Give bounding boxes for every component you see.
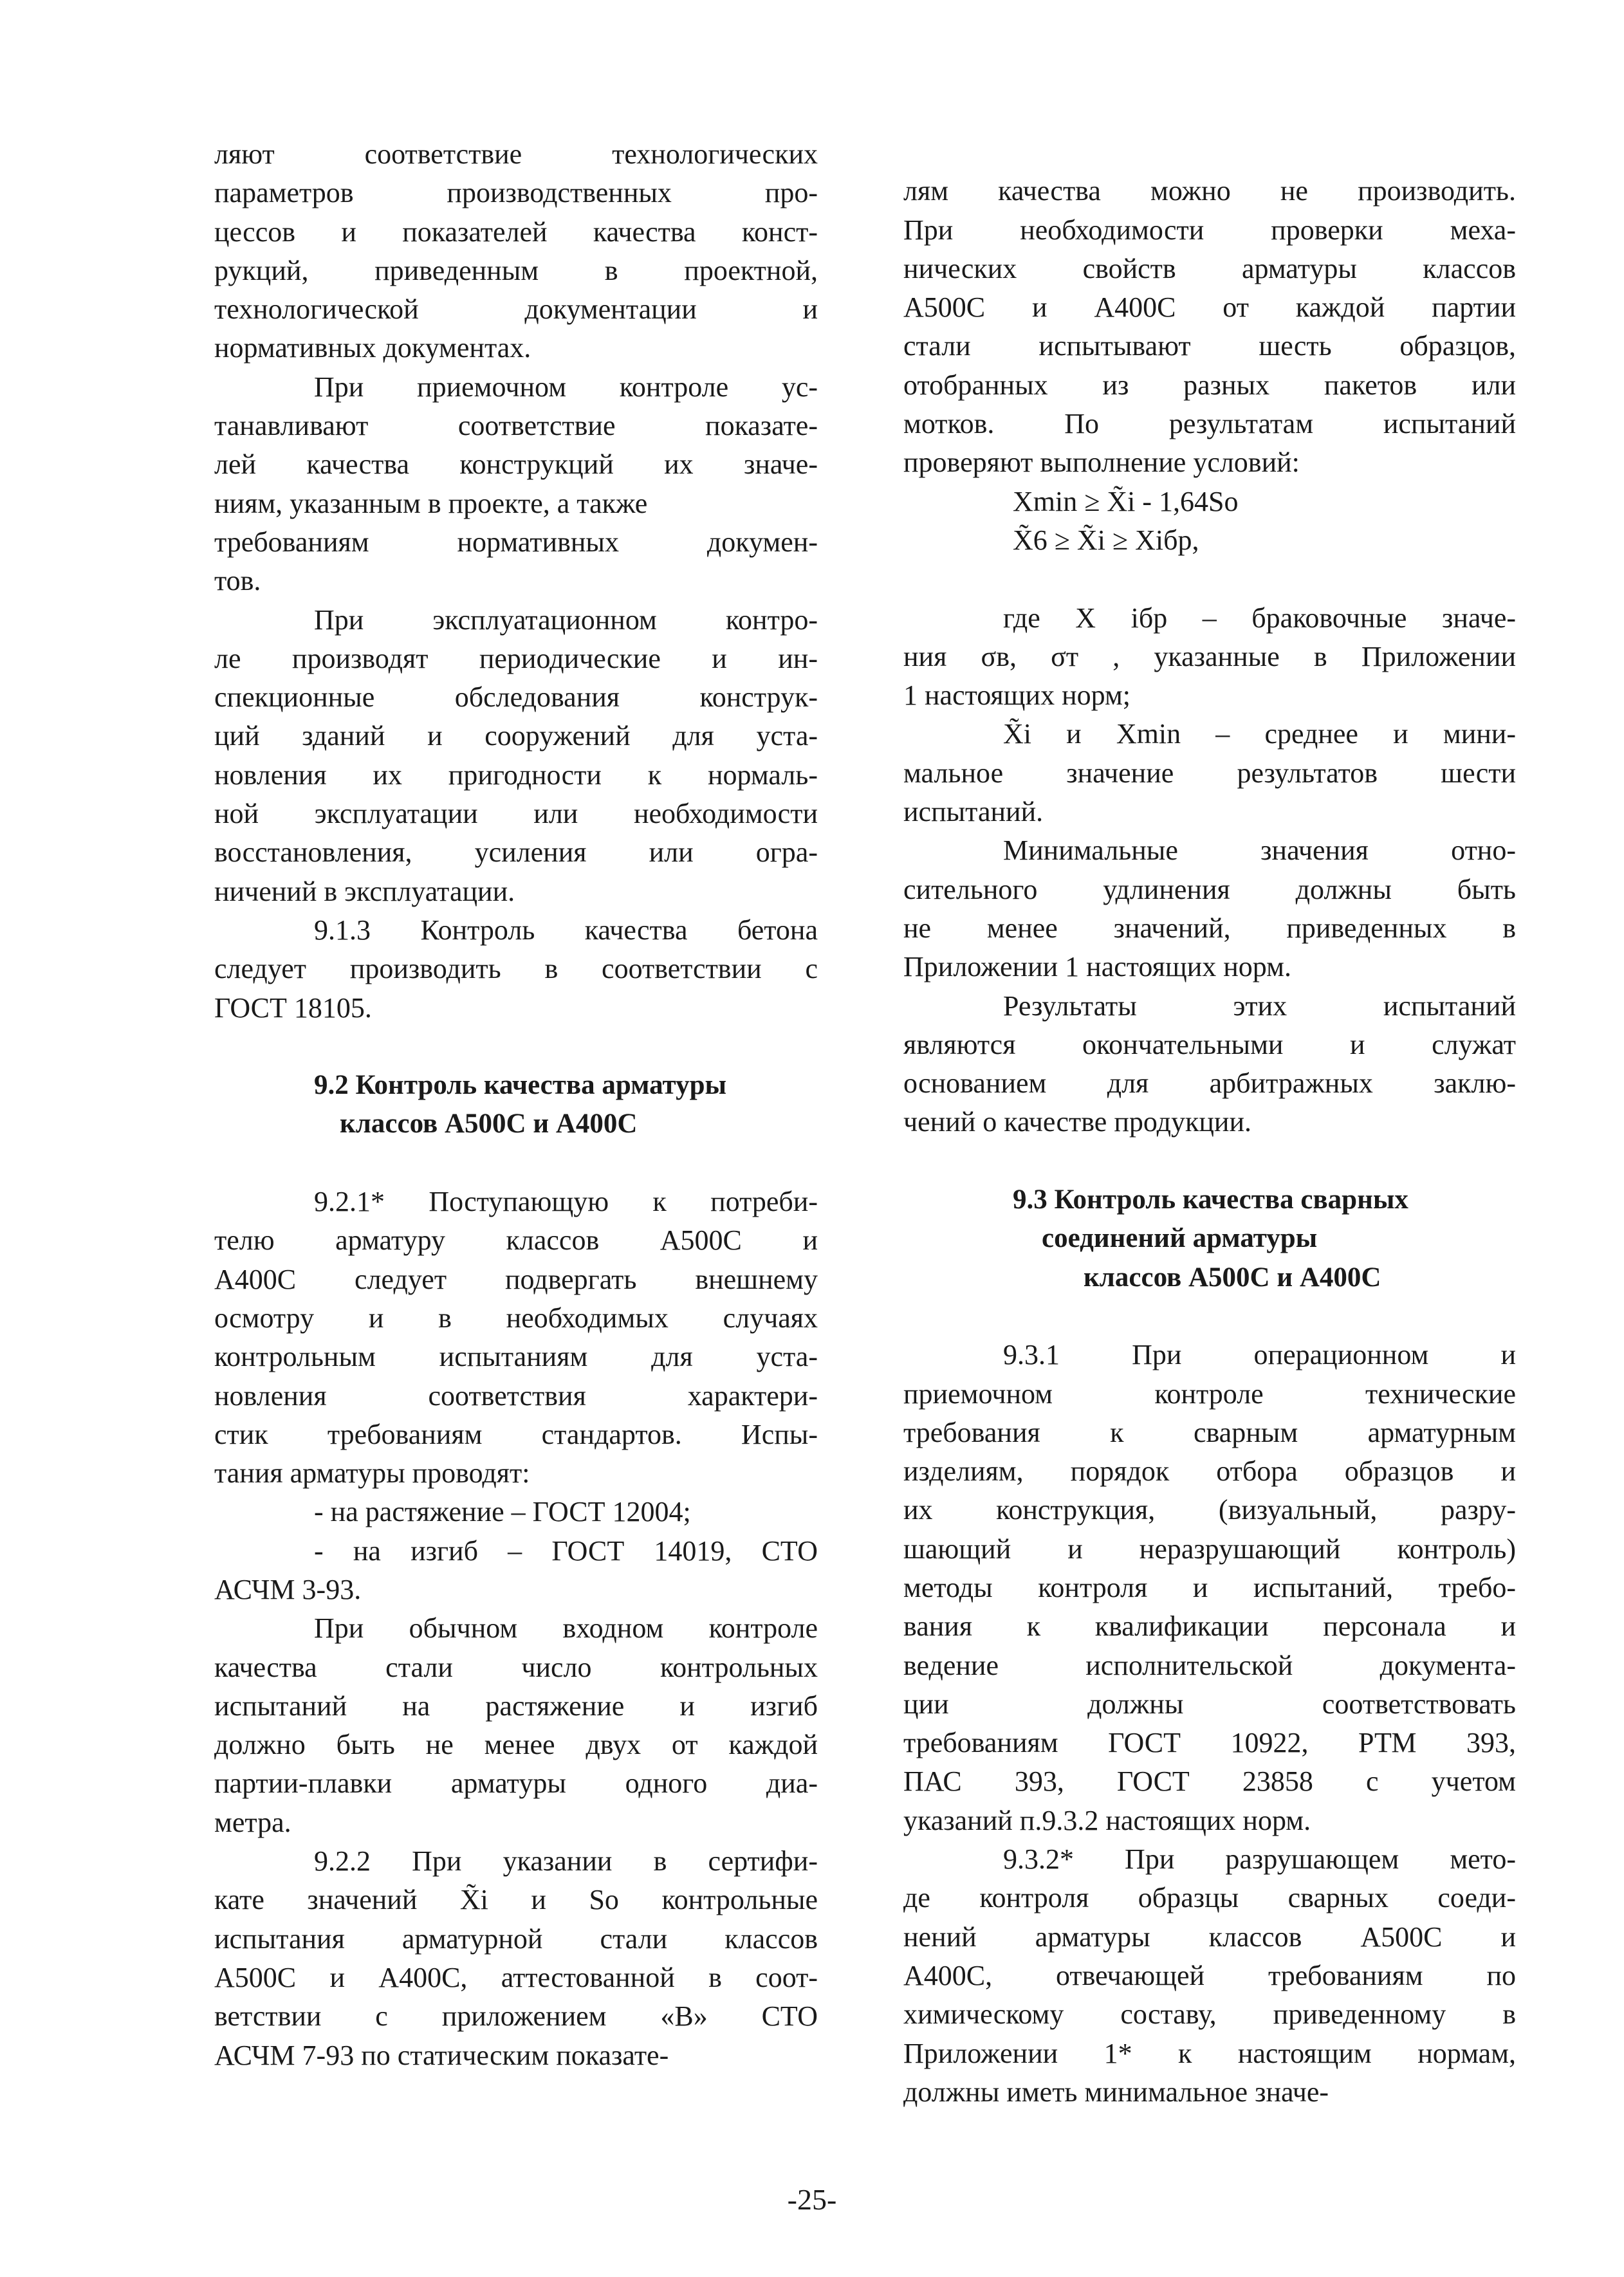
text-line: метра. — [214, 1806, 291, 1838]
text-line: - на изгиб – ГОСТ 14019, СТО — [314, 1535, 818, 1567]
text-line: восстановления, усиления или огра- — [214, 836, 818, 869]
text-line: лей качества конструкций их значе- — [214, 448, 818, 481]
formula-line: X̃6 ≥ X̃i ≥ Xiбр, — [1013, 524, 1199, 556]
text-line: параметров производственных про- — [214, 177, 818, 209]
text-line: являются окончательными и служат — [903, 1028, 1516, 1060]
text-line: нических свойств арматуры классов — [903, 252, 1516, 284]
text-line: лям качества можно не производить. — [903, 175, 1516, 207]
section-heading-line: 9.3 Контроль качества сварных — [1013, 1185, 1408, 1215]
text-line: ле производят периодические и ин- — [214, 642, 818, 674]
text-line: шающий и неразрушающий контроль) — [903, 1533, 1516, 1565]
section-heading-line: 9.2 Контроль качества арматуры — [314, 1070, 727, 1101]
text-line: 9.2.2 При указании в сертифи- — [314, 1845, 818, 1877]
text-line: 9.1.3 Контроль качества бетона — [314, 914, 818, 946]
text-line: следует производить в соответствии с — [214, 953, 818, 985]
text-line: новления их пригодности к нормаль- — [214, 759, 818, 791]
text-line: методы контроля и испытаний, требо- — [903, 1571, 1516, 1603]
text-line: ций зданий и сооружений для уста- — [214, 720, 818, 752]
text-line: ПАС 393, ГОСТ 23858 с учетом — [903, 1765, 1516, 1798]
text-line: новления соответствия характери- — [214, 1379, 818, 1412]
text-line: ведение исполнительской документа- — [903, 1649, 1516, 1681]
text-line: их конструкция, (визуальный, разру- — [903, 1494, 1516, 1526]
text-line: тания арматуры проводят: — [214, 1457, 530, 1489]
text-line: качества стали число контрольных — [214, 1651, 818, 1683]
text-line: стали испытывают шесть образцов, — [903, 330, 1516, 362]
text-line: 1 настоящих норм; — [903, 679, 1131, 712]
text-line: А400С, отвечающей требованиям по — [903, 1959, 1516, 1991]
text-line: партии-плавки арматуры одного диа- — [214, 1767, 818, 1800]
text-line: стик требованиям стандартов. Испы- — [214, 1418, 818, 1450]
text-line: При обычном входном контроле — [314, 1612, 818, 1645]
text-line: де контроля образцы сварных соеди- — [903, 1882, 1516, 1914]
text-line: А400С следует подвергать внешнему — [214, 1263, 818, 1295]
text-line: ГОСТ 18105. — [214, 991, 372, 1024]
right-column — [903, 133, 1516, 2112]
text-line: телю арматуру классов А500С и — [214, 1224, 818, 1257]
text-line: АСЧМ 7-93 по статическим показате- — [214, 2039, 669, 2071]
text-line: вания к квалификации персонала и — [903, 1610, 1516, 1643]
text-line — [903, 560, 1516, 598]
text-line: X̃i и Xmin – среднее и мини- — [1003, 718, 1516, 750]
text-line: АСЧМ 3-93. — [214, 1573, 362, 1605]
text-line: ниям, указанным в проекте, а также — [214, 487, 648, 519]
text-line: - на растяжение – ГОСТ 12004; — [314, 1496, 691, 1528]
text-line: контрольным испытаниям для уста- — [214, 1341, 818, 1373]
text-line: При приемочном контроле ус- — [314, 371, 818, 403]
section-heading-line: классов А500С и А400С — [1084, 1262, 1381, 1293]
text-line: технологической документации и — [214, 293, 818, 326]
text-line: ветствии с приложением «В» СТО — [214, 2000, 818, 2033]
text-line: сительного удлинения должны быть — [903, 873, 1516, 905]
text-line — [903, 1142, 1516, 1181]
text-line — [214, 1028, 818, 1066]
text-line: должны иметь минимальное значе- — [903, 2076, 1329, 2108]
left-column — [214, 135, 818, 2075]
text-line: ции должны соответствовать — [903, 1688, 1516, 1720]
text-line: 9.3.2* При разрушающем мето- — [1003, 1843, 1516, 1876]
text-line — [903, 1297, 1516, 1336]
text-line: мотков. По результатам испытаний — [903, 408, 1516, 440]
text-line: тов. — [214, 565, 261, 597]
text-line: 9.2.1* Поступающую к потреби- — [314, 1186, 818, 1218]
text-line: не менее значений, приведенных в — [903, 912, 1516, 944]
text-line: Приложении 1* к настоящим нормам, — [903, 2037, 1516, 2069]
text-line: мальное значение результатов шести — [903, 757, 1516, 789]
text-line: кате значений X̃i и So контрольные — [214, 1884, 818, 1916]
text-line: ничений в эксплуатации. — [214, 875, 515, 907]
text-line: нормативных документах. — [214, 332, 531, 364]
text-line: ляют соответствие технологических — [214, 138, 818, 170]
text-line: ной эксплуатации или необходимости — [214, 798, 818, 830]
text-line: испытания арматурной стали классов — [214, 1922, 818, 1955]
text-line: требованиям нормативных докумен- — [214, 526, 818, 558]
page-number: -25- — [787, 2183, 837, 2216]
text-line: осмотру и в необходимых случаях — [214, 1302, 818, 1334]
text-line: химическому составу, приведенному в — [903, 1998, 1516, 2031]
text-line: рукций, приведенным в проектной, — [214, 254, 818, 286]
text-line: ния σв, σт , указанные в Приложении — [903, 640, 1516, 672]
text-line: При эксплуатационном контро- — [314, 604, 818, 636]
text-line: спекционные обследования конструк- — [214, 681, 818, 714]
text-line: приемочном контроле технические — [903, 1378, 1516, 1410]
text-line — [903, 133, 1516, 172]
text-line: чений о качестве продукции. — [903, 1106, 1252, 1138]
text-line: изделиям, порядок отбора образцов и — [903, 1455, 1516, 1488]
text-line — [214, 1144, 818, 1183]
text-line: отобранных из разных пакетов или — [903, 369, 1516, 401]
text-line: А500С и А400С от каждой партии — [903, 291, 1516, 324]
text-line: 9.3.1 При операционном и — [1003, 1339, 1516, 1371]
text-line: А500С и А400С, аттестованной в соот- — [214, 1961, 818, 1993]
text-line: Минимальные значения отно- — [1003, 834, 1516, 867]
formula-line: Xmin ≥ X̃i - 1,64So — [1013, 485, 1239, 517]
section-heading-line: классов А500С и А400С — [340, 1109, 638, 1139]
text-line: проверяют выполнение условий: — [903, 447, 1300, 479]
text-line: требованиям ГОСТ 10922, РТМ 393, — [903, 1727, 1516, 1759]
text-line: Приложении 1 настоящих норм. — [903, 951, 1291, 983]
text-line: При необходимости проверки меха- — [903, 214, 1516, 246]
text-line: где X iбр – браковочные значе- — [1003, 602, 1516, 634]
text-line: танавливают соответствие показате- — [214, 410, 818, 442]
text-line: нений арматуры классов А500С и — [903, 1921, 1516, 1953]
text-line: указаний п.9.3.2 настоящих норм. — [903, 1804, 1311, 1836]
text-line: требования к сварным арматурным — [903, 1416, 1516, 1448]
text-line: испытаний. — [903, 796, 1044, 828]
text-line: должно быть не менее двух от каждой — [214, 1729, 818, 1761]
text-line: испытаний на растяжение и изгиб — [214, 1690, 818, 1722]
text-line: цессов и показателей качества конст- — [214, 216, 818, 248]
text-line: основанием для арбитражных заклю- — [903, 1067, 1516, 1100]
section-heading-line: соединений арматуры — [1042, 1223, 1318, 1254]
text-line: Результаты этих испытаний — [1003, 990, 1516, 1022]
